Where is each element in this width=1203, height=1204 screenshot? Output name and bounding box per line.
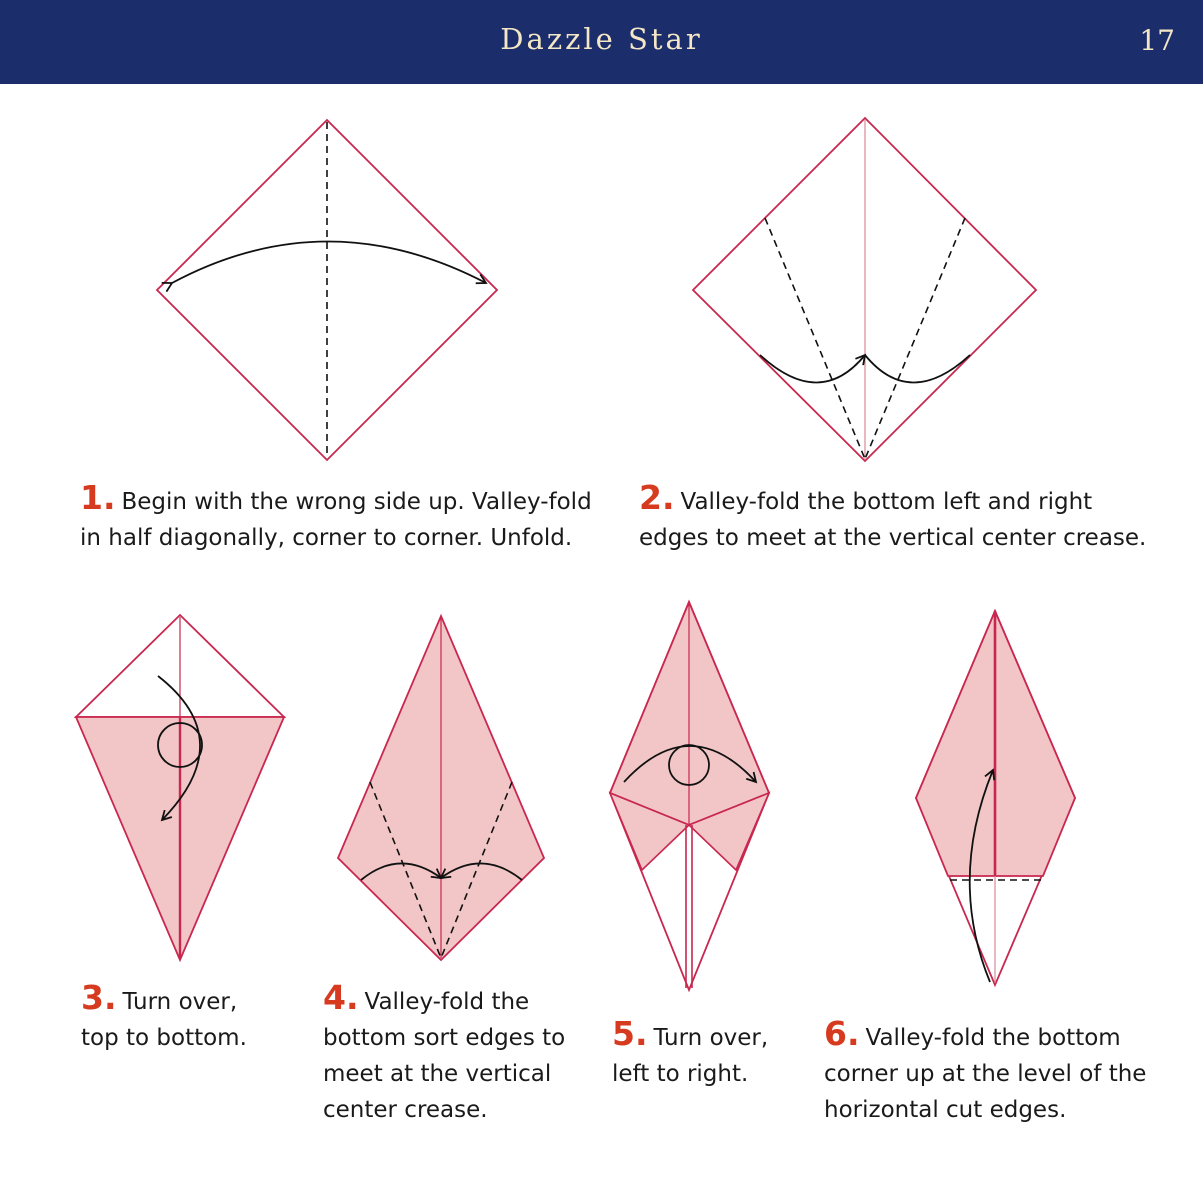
step-4-instruction	[323, 980, 578, 1128]
step-number: 1.	[80, 478, 116, 517]
step-number: 3.	[81, 978, 117, 1017]
step-text: Valley-fold the bottom left and right edges to meet at the vertical center crease.	[639, 489, 1147, 551]
step-text: Begin with the wrong side up. Valley-fold in half diagonally, corner to corner. Unfold.	[80, 489, 592, 551]
step-6-diagram	[916, 611, 1075, 985]
step-1-diagram	[157, 120, 497, 460]
page-number: 17	[1139, 24, 1175, 57]
step-6-instruction	[824, 1016, 1154, 1128]
step-text: Turn over, top to bottom.	[81, 989, 247, 1051]
page-title: Dazzle Star	[500, 22, 703, 56]
step-2-diagram	[693, 118, 1036, 461]
step-number: 2.	[639, 478, 675, 517]
step-4-diagram	[338, 616, 544, 960]
step-3-diagram	[76, 615, 284, 960]
step-3-instruction	[81, 980, 281, 1056]
step-text: Valley-fold the bottom corner up at the level of the horizontal cut edges.	[824, 1025, 1147, 1123]
step-text: Valley-fold the bottom sort edges to meet at the vertical center crease.	[323, 989, 566, 1123]
step-number: 4.	[323, 978, 359, 1017]
step-2-instruction	[639, 480, 1149, 556]
step-number: 6.	[824, 1014, 860, 1053]
step-1-instruction	[80, 480, 610, 556]
step-5-diagram	[610, 602, 769, 990]
step-number: 5.	[612, 1014, 648, 1053]
step-5-instruction	[612, 1016, 807, 1092]
step-text: Turn over, left to right.	[612, 1025, 769, 1087]
